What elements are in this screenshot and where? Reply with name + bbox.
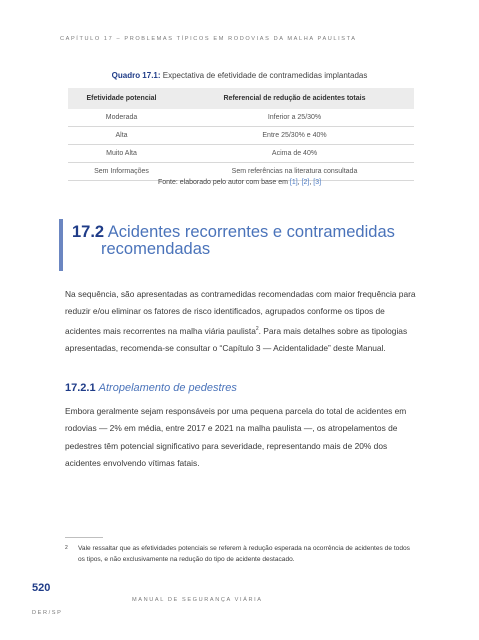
section-title-line2: recomendadas — [101, 240, 211, 258]
source-separator: , — [309, 179, 314, 186]
table-header-row — [68, 88, 414, 109]
column-header: Referencial de redução de acidentes totais — [175, 88, 414, 109]
reference-link[interactable]: [3] — [313, 179, 322, 186]
footnote-text: Vale ressaltar que as efetividades potenciais se referem à redução esperada na ocorrência de acidentes de todos os tipos, e não exclusivamente na redução do tipo de acidente destacado. — [78, 545, 410, 563]
organization-label: DER/SP — [32, 610, 63, 616]
table-row — [68, 145, 414, 163]
table-cell: Sem referências na literatura consultada — [175, 163, 414, 181]
section-title — [72, 224, 422, 258]
table-cell: Alta — [68, 127, 175, 145]
column-header: Efetividade potencial — [68, 88, 175, 109]
table-row — [68, 109, 414, 127]
table-cell: Acima de 40% — [175, 145, 414, 163]
subsection-title — [65, 382, 237, 394]
subsection-title-text: Atropelamento de pedestres — [98, 382, 237, 394]
table-cell: Moderada — [68, 109, 175, 127]
footnote — [65, 543, 417, 565]
source-separator: , — [297, 179, 302, 186]
page-number: 520 — [32, 582, 51, 594]
paragraph-text: . Para mais detalhes sobre as tipologias apresentadas, recomenda-se consultar o “Capítulo 3 — Acidentalidade” deste Manual. — [65, 325, 408, 353]
table-caption-text: Expectativa de efetividade de contramedidas implantadas — [160, 71, 368, 80]
footnote-ref[interactable]: 2 — [255, 325, 259, 332]
table-row — [68, 163, 414, 181]
section-accent-bar — [59, 219, 63, 271]
table-cell: Inferior a 25/30% — [175, 109, 414, 127]
body-paragraph: Embora geralmente sejam responsáveis por uma pequena parcela do total de acidentes em rodovias — 2% em média, entre 2017 e 2021 na malha paulista —, os atropelamentos de pedestres têm potencial significativo para severidade, representando mais de 20% dos acidentes envolvendo vítimas fatais. — [65, 406, 407, 468]
table-caption-label: Quadro 17.1: — [111, 71, 161, 80]
table-cell: Sem Informações — [68, 163, 175, 181]
table-cell: Entre 25/30% e 40% — [175, 127, 414, 145]
chapter-header: CAPÍTULO 17 – PROBLEMAS TÍPICOS EM RODOVIAS DA MALHA PAULISTA — [60, 36, 357, 42]
source-prefix: Fonte: elaborado pelo autor com base em — [157, 179, 290, 186]
reference-link[interactable]: [2] — [301, 179, 310, 186]
table-cell: Muito Alta — [68, 145, 175, 163]
subsection-number: 17.2.1 — [65, 382, 96, 394]
table-source — [0, 179, 479, 186]
footnote-number: 2 — [65, 545, 68, 551]
section-title-line1: Acidentes recorrentes e contramedidas — [104, 223, 395, 241]
paragraph-text: Na sequência, são apresentadas as contramedidas recomendadas com maior frequência para reduzir e/ou eliminar os fatores de risco identificados, agrupados conforme os tipos de acidentes mais recorrentes na malha viária paulista — [65, 289, 416, 336]
section-number: 17.2 — [72, 223, 105, 241]
reference-link[interactable]: [1] — [289, 179, 298, 186]
manual-title: MANUAL DE SEGURANÇA VIÁRIA — [132, 597, 263, 603]
footnote-divider — [65, 537, 103, 538]
effectiveness-table — [68, 88, 414, 181]
table-row — [68, 127, 414, 145]
body-paragraph — [65, 286, 417, 357]
table-caption — [0, 71, 479, 80]
